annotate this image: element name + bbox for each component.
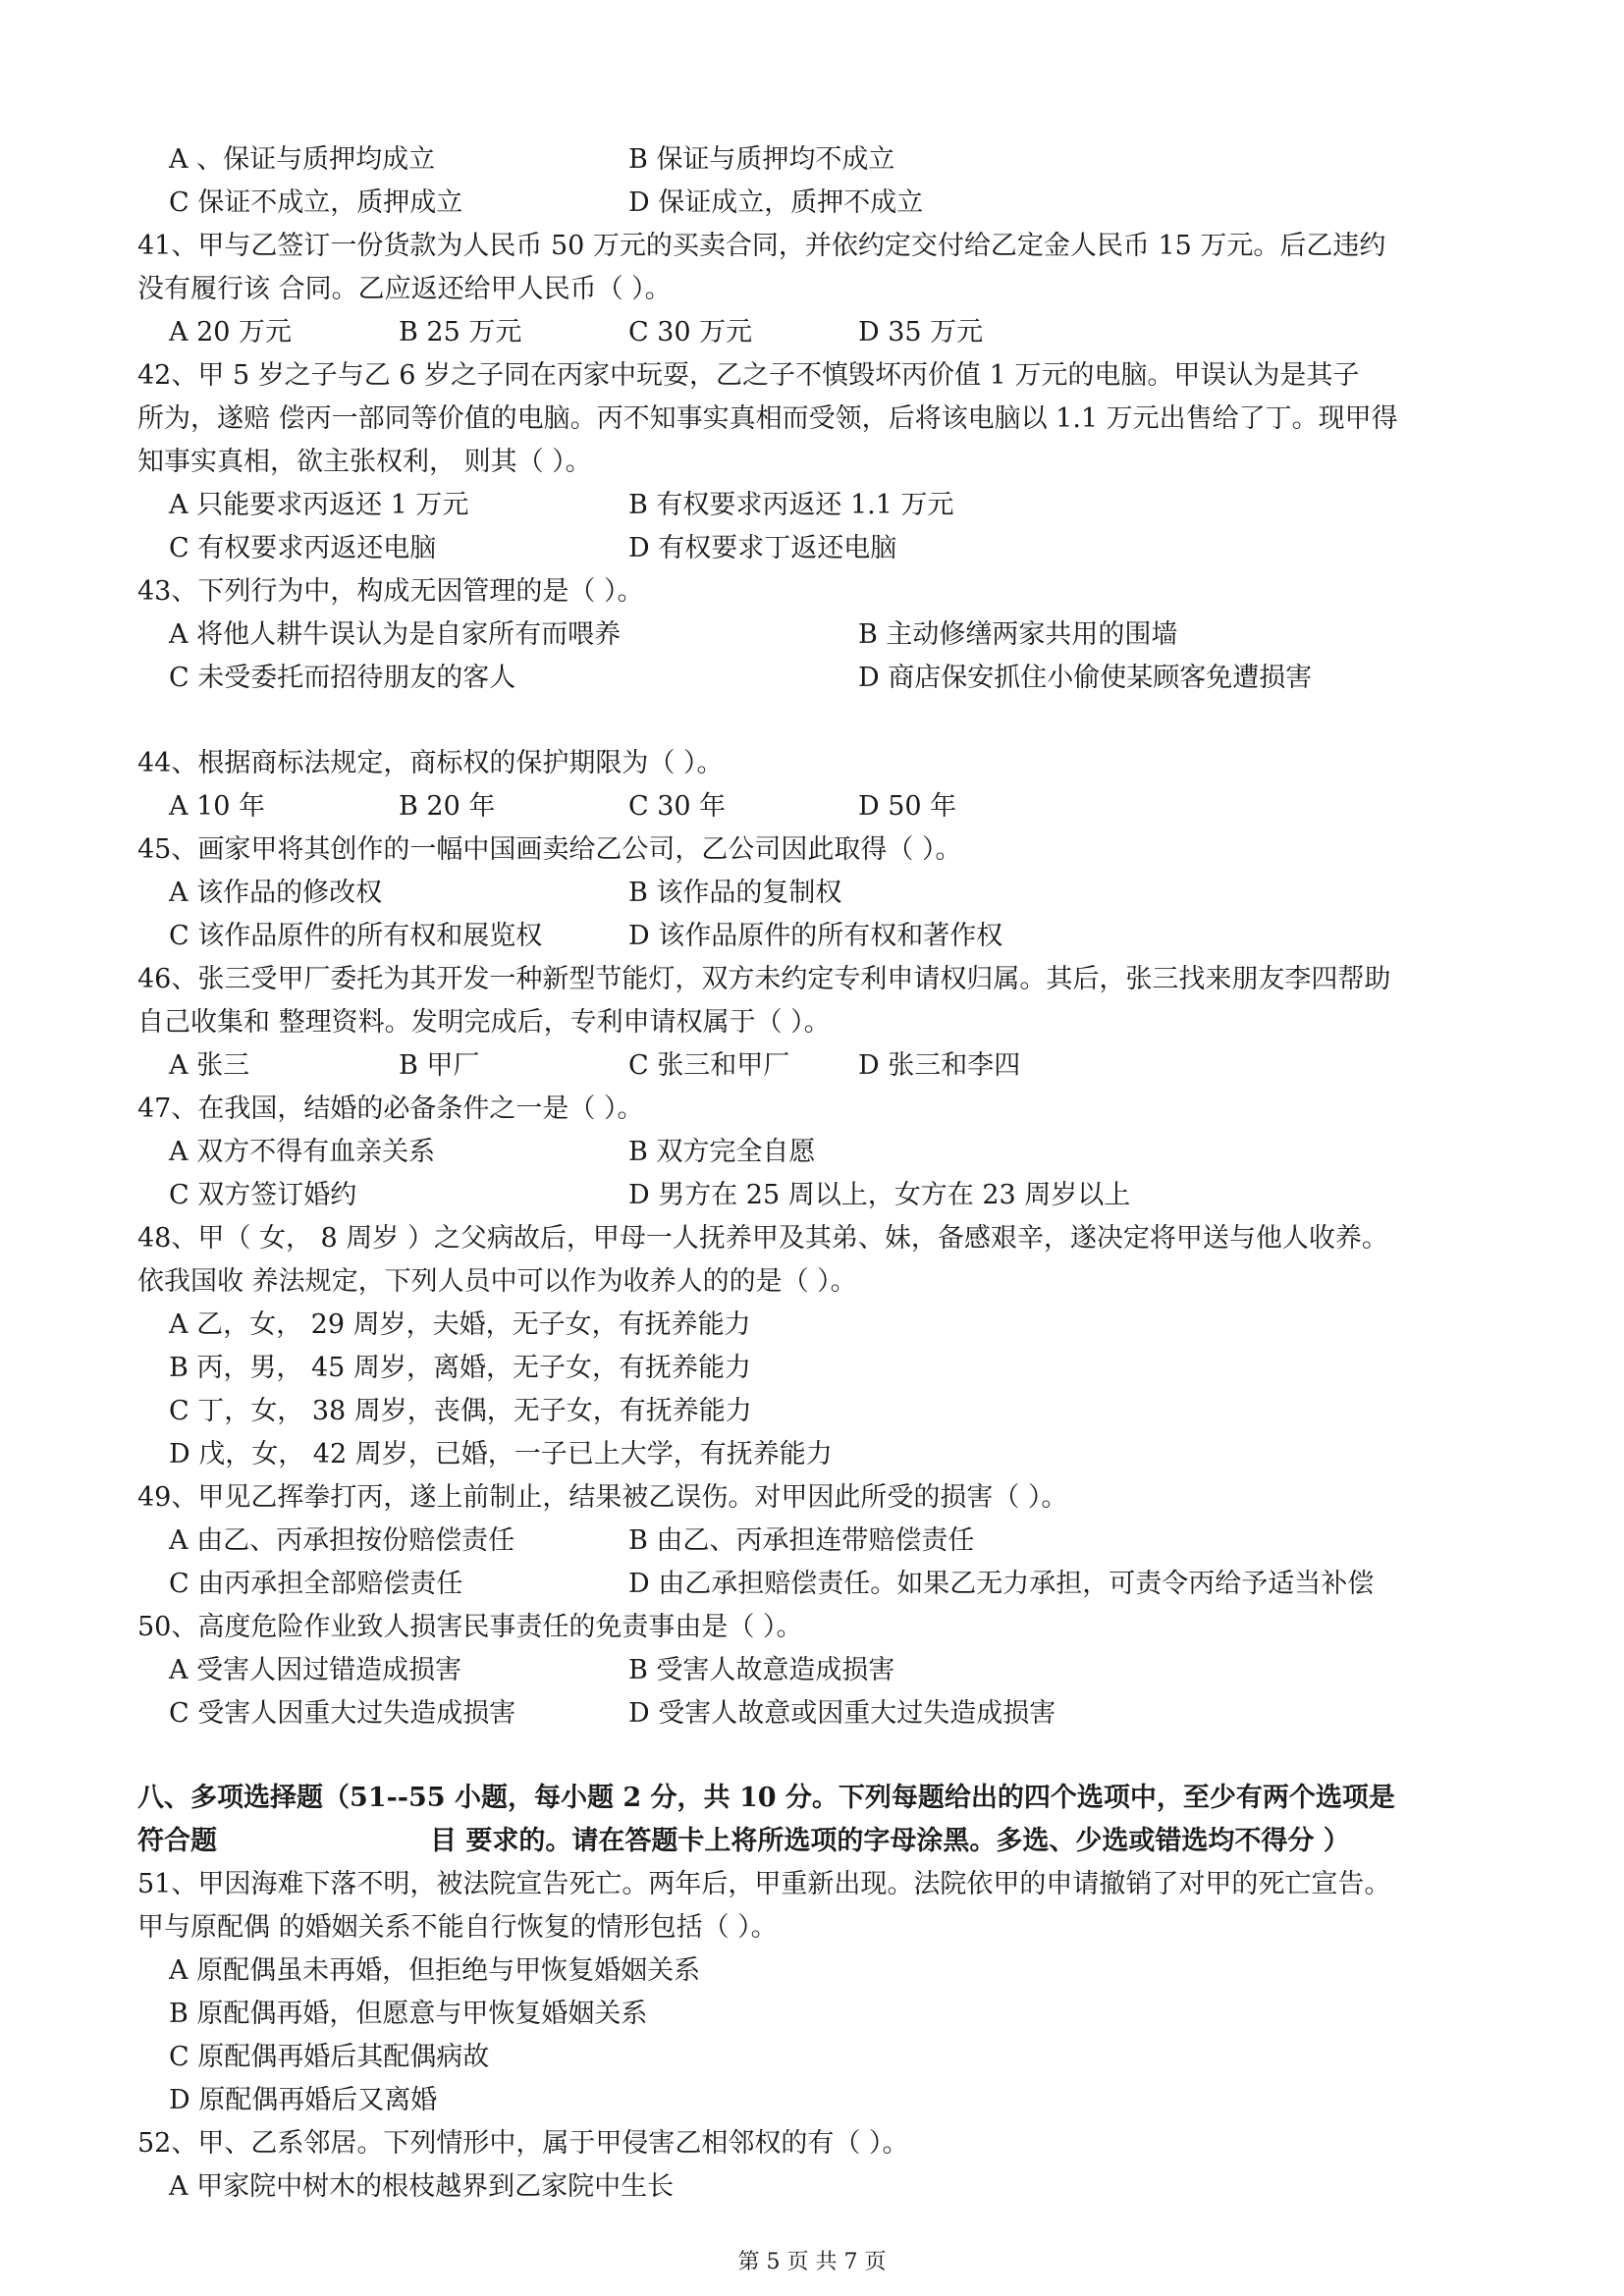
q47-option-d: D 男方在 25 周以上，女方在 23 周岁以上 (628, 1180, 1131, 1210)
q50-option-b: B 受害人故意造成损害 (628, 1655, 895, 1685)
q48-option-b: B 丙，男， 45 周岁，离婚，无子女，有抚养能力 (169, 1353, 751, 1383)
q45-option-a: A 该作品的修改权 (169, 878, 383, 908)
q41-option-d: D 35 万元 (858, 317, 984, 347)
q40-option-a: A 、保证与质押均成立 (169, 144, 436, 175)
q40-option-c: C 保证不成立，质押成立 (169, 187, 463, 218)
q45-option-c: C 该作品原件的所有权和展览权 (169, 921, 543, 951)
q43-option-a: A 将他人耕牛误认为是自家所有而喂养 (169, 619, 622, 650)
q50-option-d: D 受害人故意或因重大过失造成损害 (628, 1698, 1056, 1729)
q49-option-c: C 由丙承担全部赔偿责任 (169, 1569, 463, 1599)
q44-stem: 44、根据商标法规定，商标权的保护期限为（ ）。 (137, 748, 724, 778)
q42-stem-line-3: 知事实真相，欲主张权利， 则其（ ）。 (137, 447, 592, 477)
q52-option-a: A 甲家院中树木的根枝越界到乙家院中生长 (169, 2171, 675, 2202)
q40-option-b: B 保证与质押均不成立 (628, 144, 895, 175)
q50-option-a: A 受害人因过错造成损害 (169, 1655, 462, 1685)
q45-option-b: B 该作品的复制权 (628, 878, 842, 908)
q44-option-b: B 20 年 (399, 791, 496, 822)
q47-option-b: B 双方完全自愿 (628, 1137, 816, 1167)
q45-option-d: D 该作品原件的所有权和著作权 (628, 921, 1003, 951)
q48-stem-line-1: 48、甲（ 女， 8 周岁 ）之父病故后，甲母一人抚养甲及其弟、妹，备感艰辛，遂决定将甲送与他人收养。 (137, 1223, 1388, 1254)
q42-stem-line-2: 所为，遂赔 偿丙一部同等价值的电脑。丙不知事实真相而受领，后将该电脑以 1.1 万元出售给了丁。现甲得 (137, 403, 1398, 434)
q49-option-a: A 由乙、丙承担按份赔偿责任 (169, 1525, 515, 1556)
q47-option-a: A 双方不得有血亲关系 (169, 1137, 436, 1167)
q48-option-d: D 戊，女， 42 周岁，已婚，一子已上大学，有抚养能力 (169, 1439, 833, 1469)
q48-stem-line-2: 依我国收 养法规定，下列人员中可以作为收养人的的是（ ）。 (137, 1266, 857, 1297)
q41-option-c: C 30 万元 (628, 317, 753, 347)
page-number-footer: 第 5 页 共 7 页 (737, 2250, 887, 2274)
q41-option-a: A 20 万元 (169, 317, 293, 347)
q42-option-c: C 有权要求丙返还电脑 (169, 533, 437, 563)
q41-option-b: B 25 万元 (399, 317, 522, 347)
q49-option-d: D 由乙承担赔偿责任。如果乙无力承担，可责令丙给予适当补偿 (628, 1569, 1375, 1599)
q51-stem-line-2: 甲与原配偶 的婚姻关系不能自行恢复的情形包括（ ）。 (137, 1912, 778, 1943)
q47-option-c: C 双方签订婚约 (169, 1180, 357, 1210)
q46-stem-line-1: 46、张三受甲厂委托为其开发一种新型节能灯，双方未约定专利申请权归属。其后，张三找来朋友李四帮助 (137, 964, 1391, 994)
q42-option-a: A 只能要求丙返还 1 万元 (169, 490, 469, 520)
q50-option-c: C 受害人因重大过失造成损害 (169, 1698, 516, 1729)
q46-option-d: D 张三和李四 (858, 1050, 1021, 1081)
q41-stem-line-2: 没有履行该 合同。乙应返还给甲人民币（ ）。 (137, 274, 672, 304)
q42-option-d: D 有权要求丁返还电脑 (628, 533, 897, 563)
q43-option-d: D 商店保安抓住小偷使某顾客免遭损害 (858, 663, 1313, 693)
q52-stem: 52、甲、乙系邻居。下列情形中，属于甲侵害乙相邻权的有（ ）。 (137, 2128, 909, 2159)
q44-option-a: A 10 年 (169, 791, 266, 822)
q46-stem-line-2: 自己收集和 整理资料。发明完成后，专利申请权属于（ ）。 (137, 1007, 831, 1038)
q46-option-c: C 张三和甲厂 (628, 1050, 790, 1081)
q45-stem: 45、画家甲将其创作的一幅中国画卖给乙公司，乙公司因此取得（ ）。 (137, 834, 962, 865)
q42-stem-line-1: 42、甲 5 岁之子与乙 6 岁之子同在丙家中玩耍，乙之子不慎毁坏丙价值 1 万元的电脑。甲误认为是其子 (137, 360, 1360, 391)
q40-option-d: D 保证成立，质押不成立 (628, 187, 924, 218)
q43-option-b: B 主动修缮两家共用的围墙 (858, 619, 1178, 650)
q43-option-c: C 未受委托而招待朋友的客人 (169, 663, 516, 693)
q49-stem: 49、甲见乙挥拳打丙，遂上前制止，结果被乙误伤。对甲因此所受的损害（ ）。 (137, 1482, 1068, 1513)
section-8-heading-line-2b: 目 要求的。请在答题卡上将所选项的字母涂黑。多选、少选或错选均不得分 ） (430, 1826, 1350, 1856)
section-8-heading-line-2a: 符合题 (137, 1826, 217, 1856)
q46-option-b: B 甲厂 (399, 1050, 480, 1081)
q42-option-b: B 有权要求丙返还 1.1 万元 (628, 490, 954, 520)
q51-option-d: D 原配偶再婚后又离婚 (169, 2085, 438, 2115)
q41-stem-line-1: 41、甲与乙签订一份货款为人民币 50 万元的买卖合同，并依约定交付给乙定金人民币 15 万元。后乙违约 (137, 231, 1386, 261)
q46-option-a: A 张三 (169, 1050, 250, 1081)
q44-option-c: C 30 年 (628, 791, 727, 822)
q51-option-b: B 原配偶再婚，但愿意与甲恢复婚姻关系 (169, 1999, 648, 2029)
q48-option-c: C 丁，女， 38 周岁，丧偶，无子女，有抚养能力 (169, 1396, 752, 1426)
q50-stem: 50、高度危险作业致人损害民事责任的免责事由是（ ）。 (137, 1612, 803, 1642)
q51-option-a: A 原配偶虽未再婚，但拒绝与甲恢复婚姻关系 (169, 1955, 701, 1986)
q49-option-b: B 由乙、丙承担连带赔偿责任 (628, 1525, 975, 1556)
q44-option-d: D 50 年 (858, 791, 957, 822)
q47-stem: 47、在我国，结婚的必备条件之一是（ ）。 (137, 1094, 644, 1124)
q43-stem: 43、下列行为中，构成无因管理的是（ ）。 (137, 576, 644, 607)
q48-option-a: A 乙，女， 29 周岁，夫婚，无子女，有抚养能力 (169, 1309, 751, 1340)
section-8-heading-line-1: 八、多项选择题（51--55 小题，每小题 2 分，共 10 分。下列每题给出的四个选项中，至少有两个选项是 (137, 1783, 1395, 1813)
q51-stem-line-1: 51、甲因海难下落不明，被法院宣告死亡。两年后，甲重新出现。法院依甲的申请撤销了对甲的死亡宣告。 (137, 1869, 1391, 1899)
q51-option-c: C 原配偶再婚后其配偶病故 (169, 2042, 490, 2072)
